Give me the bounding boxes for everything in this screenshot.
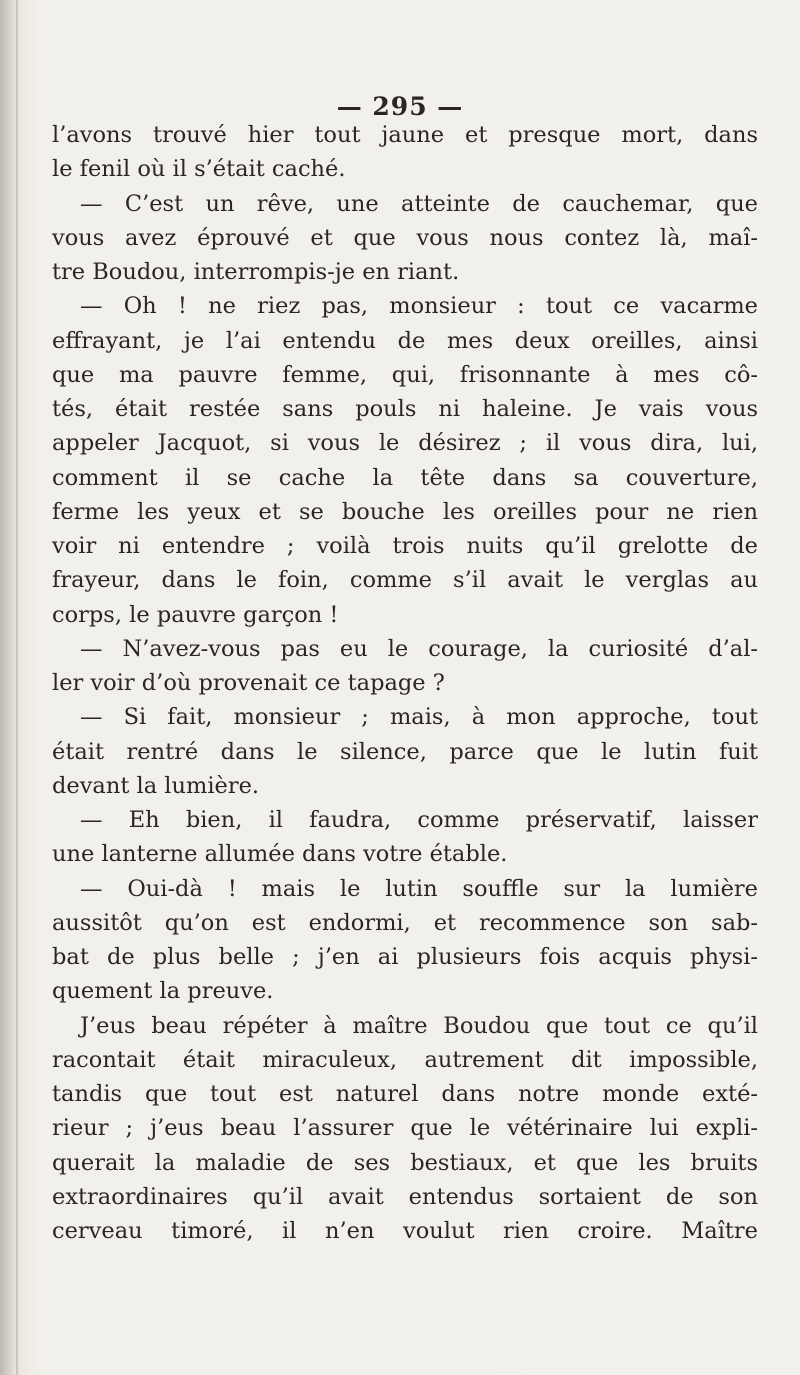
text-line: — Oh ! ne riez pas, monsieur : tout ce vacarme <box>80 293 758 320</box>
text-line: effrayant, je l’ai entendu de mes deux oreilles, ainsi <box>52 327 758 354</box>
text-line: voir ni entendre ; voilà trois nuits qu’il grelotte de <box>52 533 758 559</box>
text-line: — C’est un rêve, une atteinte de cauchemar, que <box>80 190 758 217</box>
text-line: tre Boudou, interrompis-je en riant. <box>52 259 460 285</box>
text-line: extraordinaires qu’il avait entendus sortaient de son <box>52 1183 758 1210</box>
text-line: — N’avez-vous pas eu le courage, la curiosité d’al- <box>80 635 758 662</box>
text-line: le fenil où il s’était caché. <box>52 156 346 183</box>
text-line: que ma pauvre femme, qui, frisonnante à mes cô- <box>52 361 758 388</box>
page-binding-edge <box>0 0 14 1375</box>
text-line: corps, le pauvre garçon ! <box>52 601 339 628</box>
text-line: — Eh bien, il faudra, comme préservatif, laisser <box>80 807 758 833</box>
text-line: tés, était restée sans pouls ni haleine. Je vais vous <box>52 396 758 422</box>
text-line: tandis que tout est naturel dans notre monde exté- <box>52 1081 758 1107</box>
body-text <box>52 118 758 1248</box>
text-line: rieur ; j’eus beau l’assurer que le vétérinaire lui expli- <box>52 1115 758 1142</box>
text-line: ler voir d’où provenait ce tapage ? <box>52 670 445 696</box>
text-line: une lanterne allumée dans votre étable. <box>52 841 508 868</box>
text-line: vous avez éprouvé et que vous nous contez là, maî- <box>52 224 758 251</box>
text-line: ferme les yeux et se bouche les oreilles pour ne rien <box>52 498 758 525</box>
text-line: devant la lumière. <box>52 772 260 799</box>
text-line: — Oui-dà ! mais le lutin souffle sur la lumière <box>80 875 758 902</box>
text-line: aussitôt qu’on est endormi, et recommence son sab- <box>52 909 758 936</box>
text-line: cerveau timoré, il n’en voulut rien croire. Maître <box>52 1218 758 1244</box>
page-number: — 295 — <box>336 92 464 121</box>
text-line: J’eus beau répéter à maître Boudou que tout ce qu’il <box>80 1012 758 1039</box>
text-line: bat de plus belle ; j’en ai plusieurs fois acquis physi- <box>52 944 758 970</box>
text-line: racontait était miraculeux, autrement dit impossible, <box>52 1046 758 1073</box>
text-line: était rentré dans le silence, parce que le lutin fuit <box>52 738 758 765</box>
text-line: l’avons trouvé hier tout jaune et presque mort, dans <box>52 122 758 148</box>
gutter-line <box>16 0 18 1375</box>
text-line: frayeur, dans le foin, comme s’il avait le verglas au <box>52 567 758 594</box>
text-line: appeler Jacquot, si vous le désirez ; il vous dira, lui, <box>52 430 758 457</box>
text-line: querait la maladie de ses bestiaux, et que les bruits <box>52 1149 758 1176</box>
text-line: quement la preuve. <box>52 978 274 1005</box>
text-line: — Si fait, monsieur ; mais, à mon approche, tout <box>80 704 758 731</box>
text-line: comment il se cache la tête dans sa couverture, <box>52 464 758 491</box>
